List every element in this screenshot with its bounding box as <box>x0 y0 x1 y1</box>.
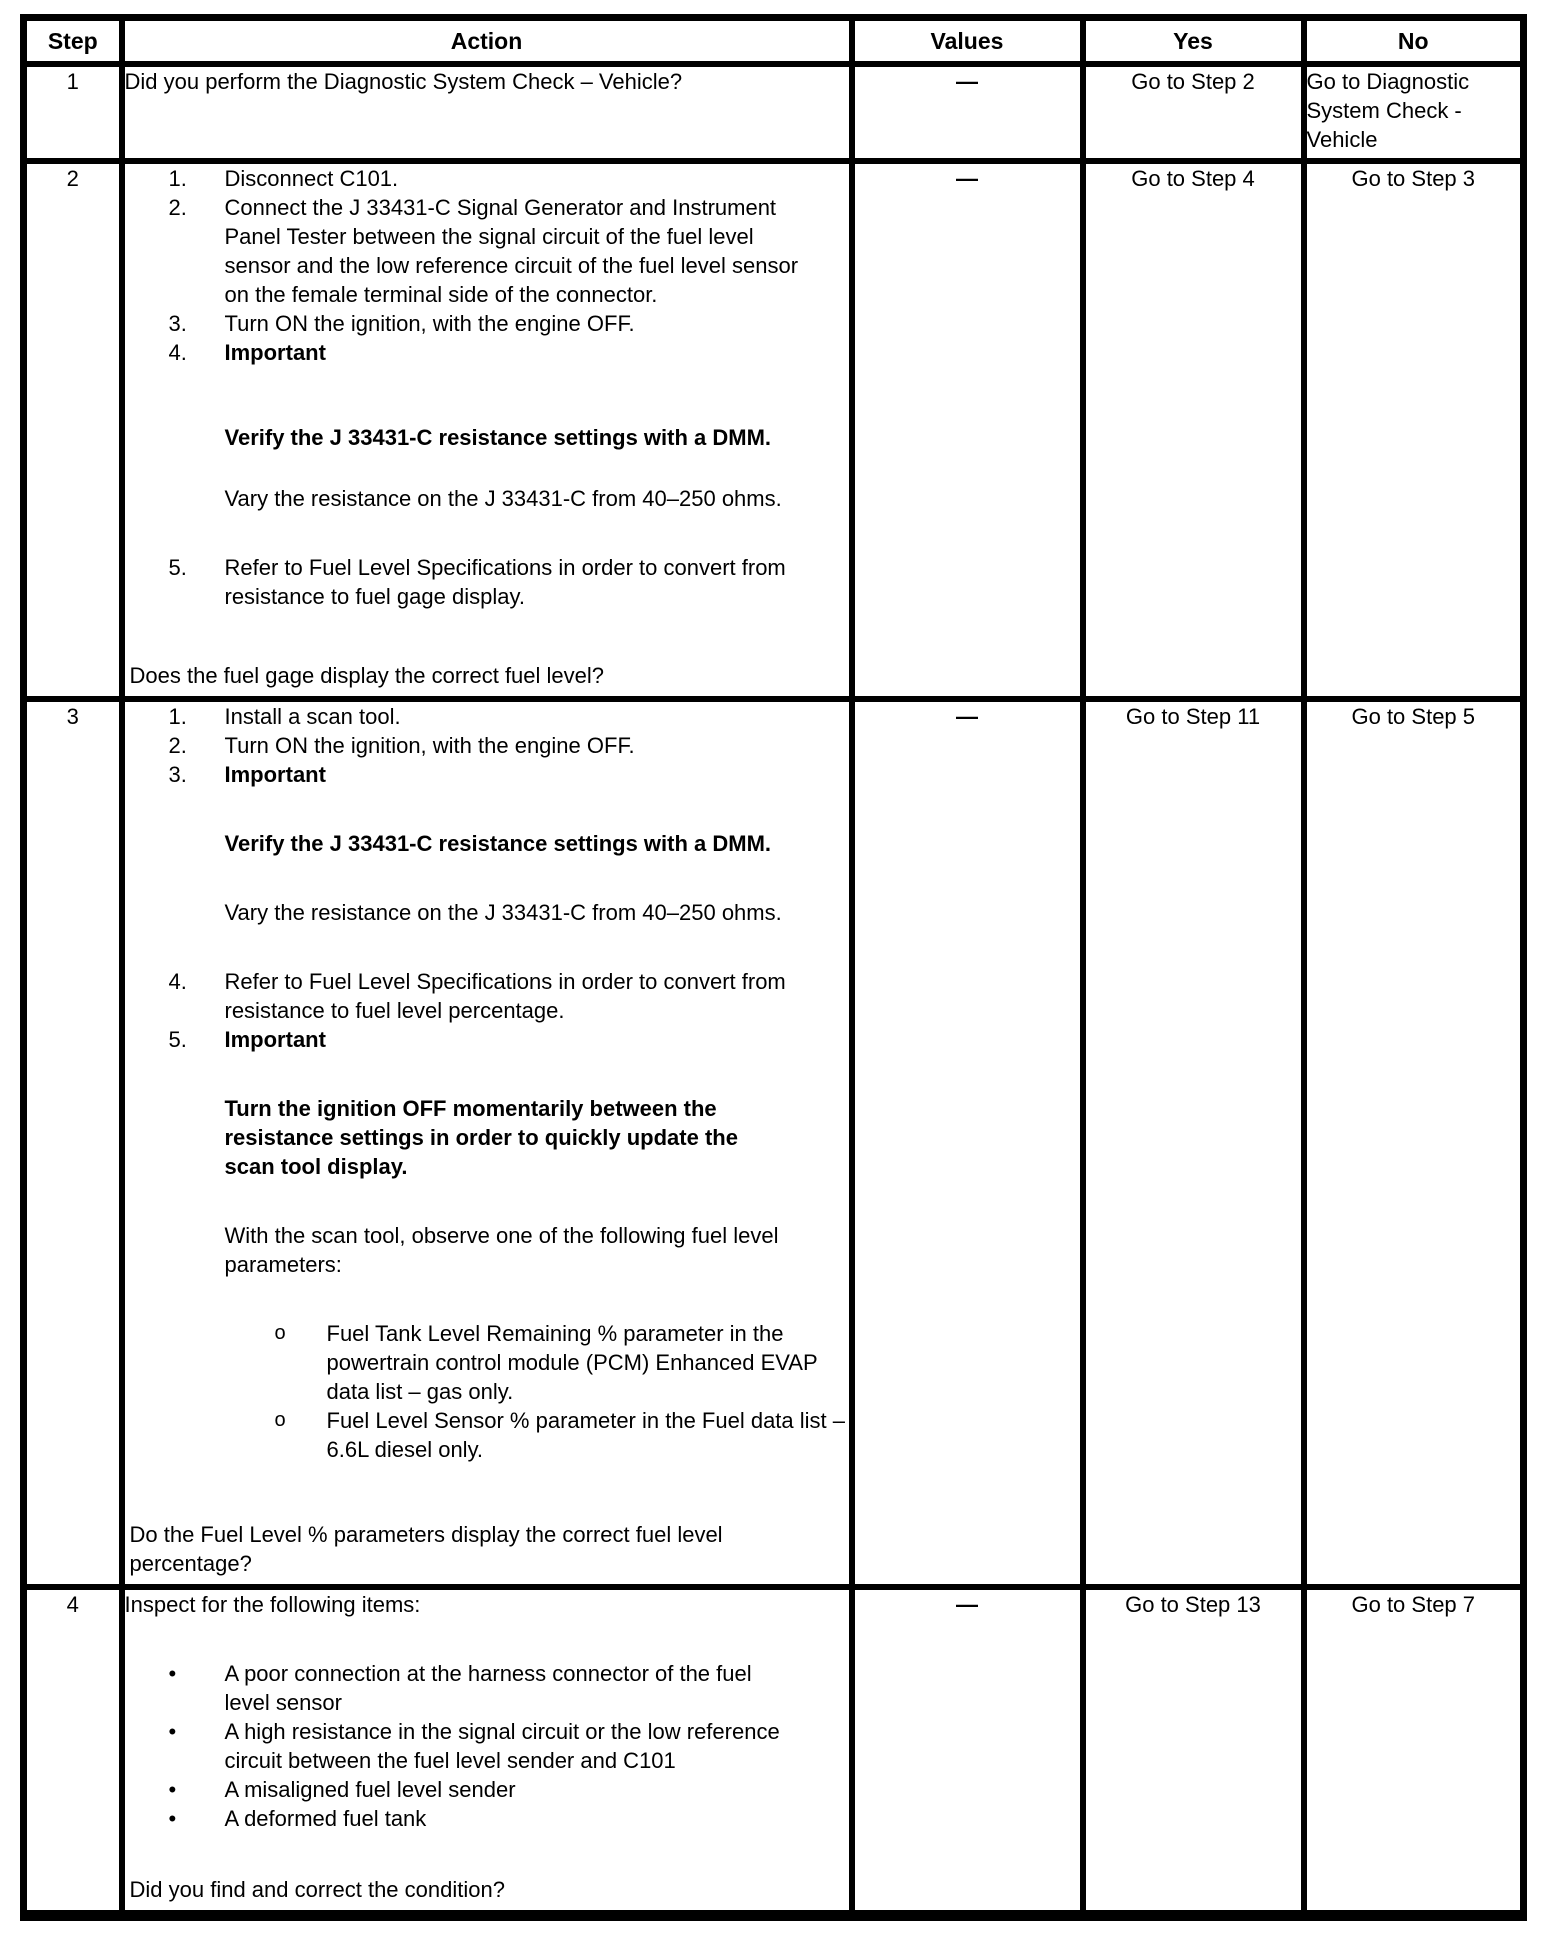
action-cell <box>122 1587 852 1915</box>
header-yes: Yes <box>1083 18 1304 65</box>
turn-ignition-note: Turn the ignition OFF momentarily between the resistance settings in order to quickly update the scan tool display. <box>224 1096 738 1179</box>
list-item <box>125 309 849 338</box>
sub-list-item <box>275 1406 849 1464</box>
list-text: Refer to Fuel Level Specifications in order to convert from resistance to fuel level percentage. <box>224 969 786 1023</box>
header-row <box>24 18 1524 65</box>
yes-cell: Go to Step 4 <box>1083 161 1304 699</box>
bullet-icon: • <box>168 1661 177 1686</box>
no-cell: Go to Diagnostic System Check - Vehicle <box>1304 64 1524 161</box>
action-cell <box>122 161 852 699</box>
list-item <box>125 338 849 367</box>
header-action: Action <box>122 18 852 65</box>
sub-list-item <box>275 1319 849 1406</box>
no-cell: Go to Step 5 <box>1304 699 1524 1587</box>
list-item <box>125 193 849 309</box>
diagnostic-table <box>20 14 1527 1921</box>
vary-note: Vary the resistance on the J 33431-C from 40–250 ohms. <box>224 486 782 511</box>
sub-list-text: Fuel Level Sensor % parameter in the Fuel data list – 6.6L diesel only. <box>326 1408 845 1462</box>
table-row-step-3 <box>24 699 1524 1587</box>
action-question: Did you find and correct the condition? <box>129 1876 505 1902</box>
vary-note: Vary the resistance on the J 33431-C from 40–250 ohms. <box>224 900 782 925</box>
bullet-item <box>125 1775 849 1804</box>
list-text: Install a scan tool. <box>224 704 401 729</box>
important-label: Important <box>224 1027 326 1052</box>
list-item <box>125 553 849 611</box>
list-text: Disconnect C101. <box>224 166 399 191</box>
bullet-icon: • <box>168 1777 177 1802</box>
list-number: 5. <box>168 555 187 580</box>
yes-cell: Go to Step 11 <box>1083 699 1304 1587</box>
circle-bullet-icon: o <box>274 1409 286 1431</box>
list-number: 2. <box>168 733 187 758</box>
action-cell <box>122 699 852 1587</box>
no-cell: Go to Step 3 <box>1304 161 1524 699</box>
bullet-item <box>125 1804 849 1833</box>
list-number: 4. <box>168 969 187 994</box>
step-number: 3 <box>24 699 122 1587</box>
step-number: 4 <box>24 1587 122 1915</box>
list-number: 3. <box>168 762 187 787</box>
yes-cell: Go to Step 13 <box>1083 1587 1304 1915</box>
table-row-step-4 <box>24 1587 1524 1915</box>
list-number: 1. <box>168 166 187 191</box>
verify-note: Verify the J 33431-C resistance settings with a DMM. <box>224 831 772 856</box>
bullet-item <box>125 1717 849 1775</box>
header-values: Values <box>852 18 1083 65</box>
action-question: Did you perform the Diagnostic System Check – Vehicle? <box>124 69 683 94</box>
step-number: 1 <box>24 64 122 161</box>
list-text: Connect the J 33431-C Signal Generator and Instrument Panel Tester between the signal circuit of the fuel level sensor and the low reference circuit of the fuel level sensor on the female terminal side of the connector. <box>224 195 799 307</box>
sub-list-text: Fuel Tank Level Remaining % parameter in the powertrain control module (PCM) Enhanced EVAP data list – gas only. <box>326 1321 818 1404</box>
step-number: 2 <box>24 161 122 699</box>
list-number: 2. <box>168 195 187 220</box>
list-text: Refer to Fuel Level Specifications in order to convert from resistance to fuel gage display. <box>224 555 786 609</box>
list-text: Turn ON the ignition, with the engine OFF. <box>224 733 635 758</box>
values-dash: — <box>852 1587 1083 1915</box>
bullet-item <box>125 1659 849 1717</box>
important-label: Important <box>224 762 326 787</box>
no-cell: Go to Step 7 <box>1304 1587 1524 1915</box>
bullet-text: A deformed fuel tank <box>224 1806 427 1831</box>
bullet-text: A misaligned fuel level sender <box>224 1777 516 1802</box>
table-row-step-1 <box>24 64 1524 161</box>
bullet-text: A poor connection at the harness connector of the fuel level sensor <box>224 1661 752 1715</box>
yes-cell: Go to Step 2 <box>1083 64 1304 161</box>
header-step: Step <box>24 18 122 65</box>
list-number: 4. <box>168 340 187 365</box>
important-label: Important <box>224 340 326 365</box>
list-item <box>125 164 849 193</box>
verify-note: Verify the J 33431-C resistance settings with a DMM. <box>224 425 772 450</box>
list-number: 1. <box>168 704 187 729</box>
list-item <box>125 967 849 1025</box>
bullet-text: A high resistance in the signal circuit or the low reference circuit between the fuel level sender and C101 <box>224 1719 780 1773</box>
bullet-icon: • <box>168 1806 177 1831</box>
values-dash: — <box>852 64 1083 161</box>
list-item <box>125 760 849 789</box>
header-no: No <box>1304 18 1524 65</box>
list-item <box>125 731 849 760</box>
list-text: Turn ON the ignition, with the engine OFF. <box>224 311 635 336</box>
list-item <box>125 1025 849 1054</box>
action-question: Do the Fuel Level % parameters display the correct fuel level percentage? <box>129 1522 723 1576</box>
list-number: 5. <box>168 1027 187 1052</box>
action-question: Does the fuel gage display the correct fuel level? <box>129 663 605 688</box>
bullet-icon: • <box>168 1719 177 1744</box>
values-dash: — <box>852 161 1083 699</box>
values-dash: — <box>852 699 1083 1587</box>
table-row-step-2 <box>24 161 1524 699</box>
circle-bullet-icon: o <box>274 1322 286 1344</box>
list-item <box>125 702 849 731</box>
observe-note: With the scan tool, observe one of the following fuel level parameters: <box>224 1223 779 1277</box>
inspect-intro: Inspect for the following items: <box>124 1592 421 1617</box>
action-cell <box>122 64 852 161</box>
list-number: 3. <box>168 311 187 336</box>
